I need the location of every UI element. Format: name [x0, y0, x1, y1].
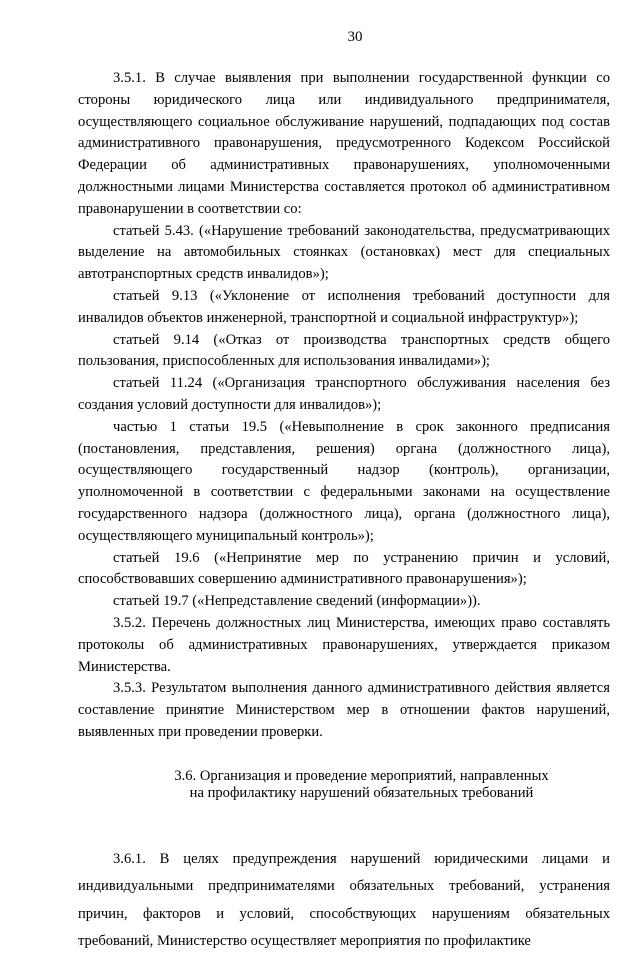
document-body — [78, 68, 610, 744]
paragraph-article-19-5: частью 1 статьи 19.5 («Невыполнение в срок законного предписания (постановления, представления, решения) органа (должностного лица), осуществляющего государственный надзор (контроль), организации, уполномоченной в соответствии с федеральными законами на осуществление государственного надзора (должностного лица), органа (должностного лица), осуществляющего муниципальный контроль»); — [78, 418, 610, 544]
paragraph-3-5-3: 3.5.3. Результатом выполнения данного административного действия является составление принятие Министерством мер в отношении фактов нарушений, выявленных при проведении проверки. — [78, 680, 610, 740]
paragraph-3-5-1: 3.5.1. В случае выявления при выполнении государственной функции со стороны юридического лица или индивидуального предпринимателя, осуществляющего социальное обслуживание нарушений, подпадающих под состав административного правонарушения, предусмотренного Кодексом Российской Федерации об административных правонарушениях, уполномоченными должностными лицами Министерства составляется протокол об административном правонарушении в соответствии со: — [78, 70, 610, 217]
page-number: 30 — [347, 29, 363, 45]
paragraph-article-9-13: статьей 9.13 («Уклонение от исполнения требований доступности для инвалидов объектов инженерной, транспортной и социальной инфраструктур»); — [78, 287, 610, 326]
document-body-continued — [78, 846, 610, 956]
paragraph-article-5-43: статьей 5.43. («Нарушение требований законодательства, предусматривающих выделение на автомобильных стоянках (остановках) мест для специальных автотранспортных средств инвалидов»); — [78, 222, 610, 283]
section-heading-line: 3.6. Организация и проведение мероприятий, направленных — [174, 767, 549, 784]
paragraph-article-19-6: статьей 19.6 («Непринятие мер по устранению причин и условий, способствовавших совершению административного правонарушения»); — [78, 549, 610, 588]
paragraph-article-11-24: статьей 11.24 («Организация транспортного обслуживания населения без создания условий доступности для инвалидов»); — [78, 375, 610, 413]
paragraph-article-9-14: статьей 9.14 («Отказ от производства транспортных средств общего пользования, приспособленных для использования инвалидами»); — [78, 331, 610, 370]
paragraph-3-6-1: 3.6.1. В целях предупреждения нарушений юридическими лицами и индивидуальными предпринимателями обязательных требований, устранения причин, факторов и условий, способствующих нарушениям обязательных требований, Министерство осуществляет мероприятия по профилактике — [78, 850, 610, 950]
section-heading-line: на профилактику нарушений обязательных требований — [189, 784, 534, 801]
paragraph-3-5-2: 3.5.2. Перечень должностных лиц Министерства, имеющих право составлять протоколы об административных правонарушениях, утверждается приказом Министерства. — [78, 614, 610, 675]
section-heading-3-6 — [78, 768, 610, 802]
paragraph-article-19-7: статьей 19.7 («Непредставление сведений (информации»)). — [113, 593, 481, 610]
